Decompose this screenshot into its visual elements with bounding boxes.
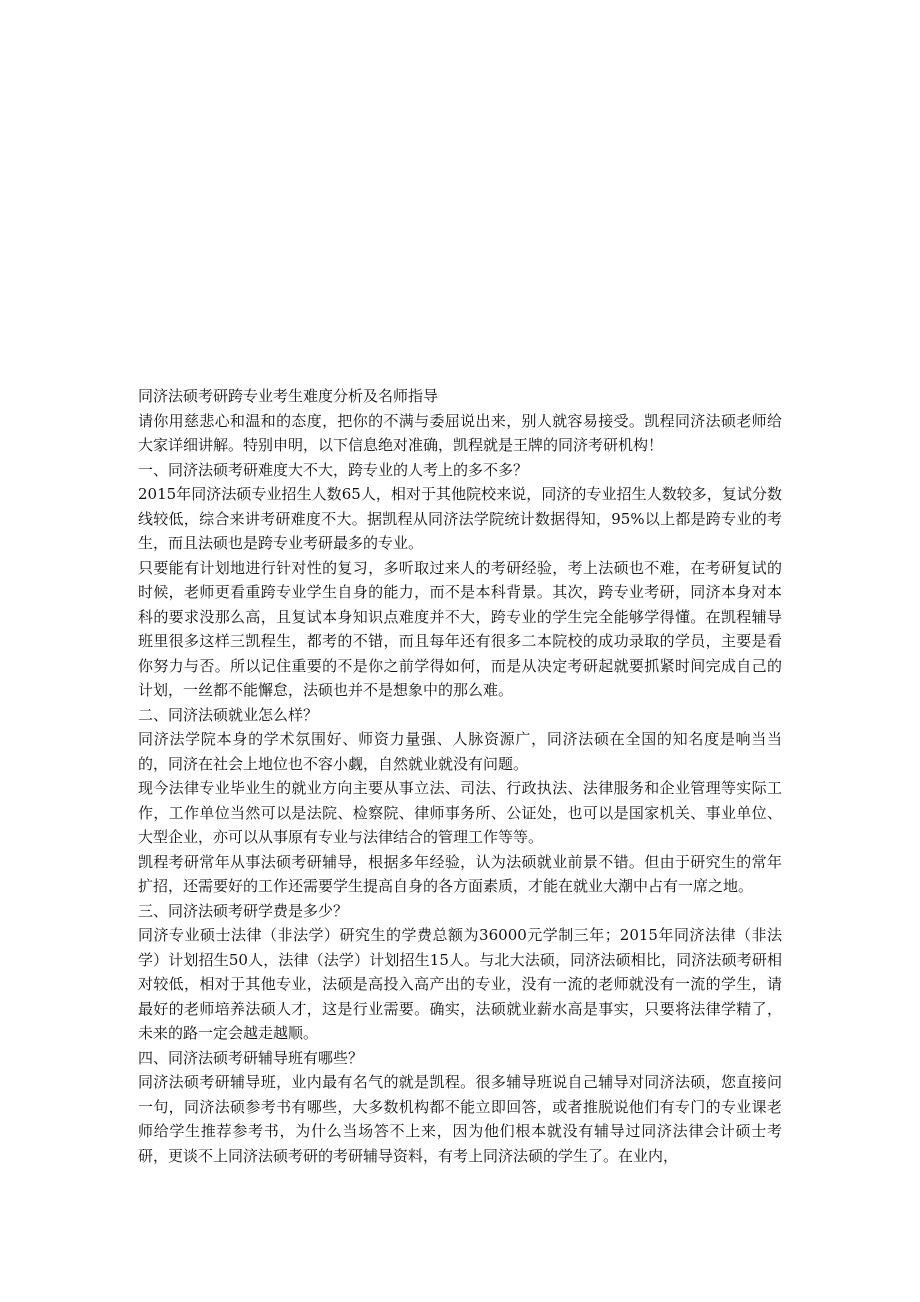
section-heading: 四、同济法硕考研辅导班有哪些？ xyxy=(138,1048,364,1067)
document-body xyxy=(138,384,782,1168)
body-paragraph: 凯程考研常年从事法硕考研辅导，根据多年经验，认为法硕就业前景不错。但由于研究生的常年扩招，还需要好的工作还需要学生提高自身的各方面素质，才能在就业大潮中占有一席之地。 xyxy=(138,852,782,895)
document-title: 同济法硕考研跨专业考生难度分析及名师指导 xyxy=(138,387,439,405)
body-paragraph: 同济法硕考研辅导班，业内最有名气的就是凯程。很多辅导班说自己辅导对同济法硕，您直接问一句，同济法硕参考书有哪些，大多数机构都不能立即回答，或者推脱说他们有专门的专业课老师给学生推荐参考书，为什么当场答不上来，因为他们根本就没有辅导过同济法律会计硕士考研，更谈不上同济法硕考研的考研辅导资料，有考上同济法硕的学生了。在业内， xyxy=(138,1073,782,1165)
body-paragraph: 只要能有计划地进行针对性的复习，多听取过来人的考研经验，考上法硕也不难，在考研复试的时候，老师更看重跨专业学生自身的能力，而不是本科背景。其次，跨专业考研，同济本身对本科的要求没那么高，且复试本身知识点难度并不大，跨专业的学生完全能够学得懂。在凯程辅导班里很多这样三凯程生，都考的不错，而且每年还有很多二本院校的成功录取的学员，主要是看你努力与否。所以记住重要的不是你之前学得如何，而是从决定考研起就要抓紧时间完成自己的计划，一丝都不能懈怠，法硕也并不是想象中的那么难。 xyxy=(138,558,782,699)
body-paragraph: 2015年同济法硕专业招生人数65人，相对于其他院校来说，同济的专业招生人数较多，复试分数线较低，综合来讲考研难度不大。据凯程从同济法学院统计数据得知，95%以上都是跨专业的考生，而且法硕也是跨专业考研最多的专业。 xyxy=(138,485,782,552)
section-heading: 一、同济法硕考研难度大不大，跨专业的人考上的多不多？ xyxy=(138,460,529,479)
body-paragraph: 同济法学院本身的学术氛围好、师资力量强、人脉资源广，同济法硕在全国的知名度是响当当的，同济在社会上地位也不容小觑，自然就业就没有问题。 xyxy=(138,730,782,773)
section-heading: 二、同济法硕就业怎么样？ xyxy=(138,705,319,724)
intro-paragraph: 请你用慈悲心和温和的态度，把你的不满与委屈说出来，别人就容易接受。凯程同济法硕老师给大家详细讲解。特别申明，以下信息绝对准确，凯程就是王牌的同济考研机构！ xyxy=(138,411,782,454)
body-paragraph: 现今法律专业毕业生的就业方向主要从事立法、司法、行政执法、法律服务和企业管理等实际工作，工作单位当然可以是法院、检察院、律师事务所、公证处，也可以是国家机关、事业单位、大型企业，亦可以从事原有专业与法律结合的管理工作等等。 xyxy=(138,779,782,846)
body-paragraph: 同济专业硕士法律（非法学）研究生的学费总额为36000元学制三年；2015年同济法律（非法学）计划招生50人，法律（法学）计划招生15人。与北大法硕，同济法硕相比，同济法硕考研相对较低，相对于其他专业，法硕是高投入高产出的专业，没有一流的老师就没有一流的学生，请最好的老师培养法硕人才，这是行业需要。确实，法硕就业薪水高是事实，只要将法律学精了，未来的路一定会越走越顺。 xyxy=(138,926,782,1042)
section-heading: 三、同济法硕考研学费是多少？ xyxy=(138,901,349,920)
